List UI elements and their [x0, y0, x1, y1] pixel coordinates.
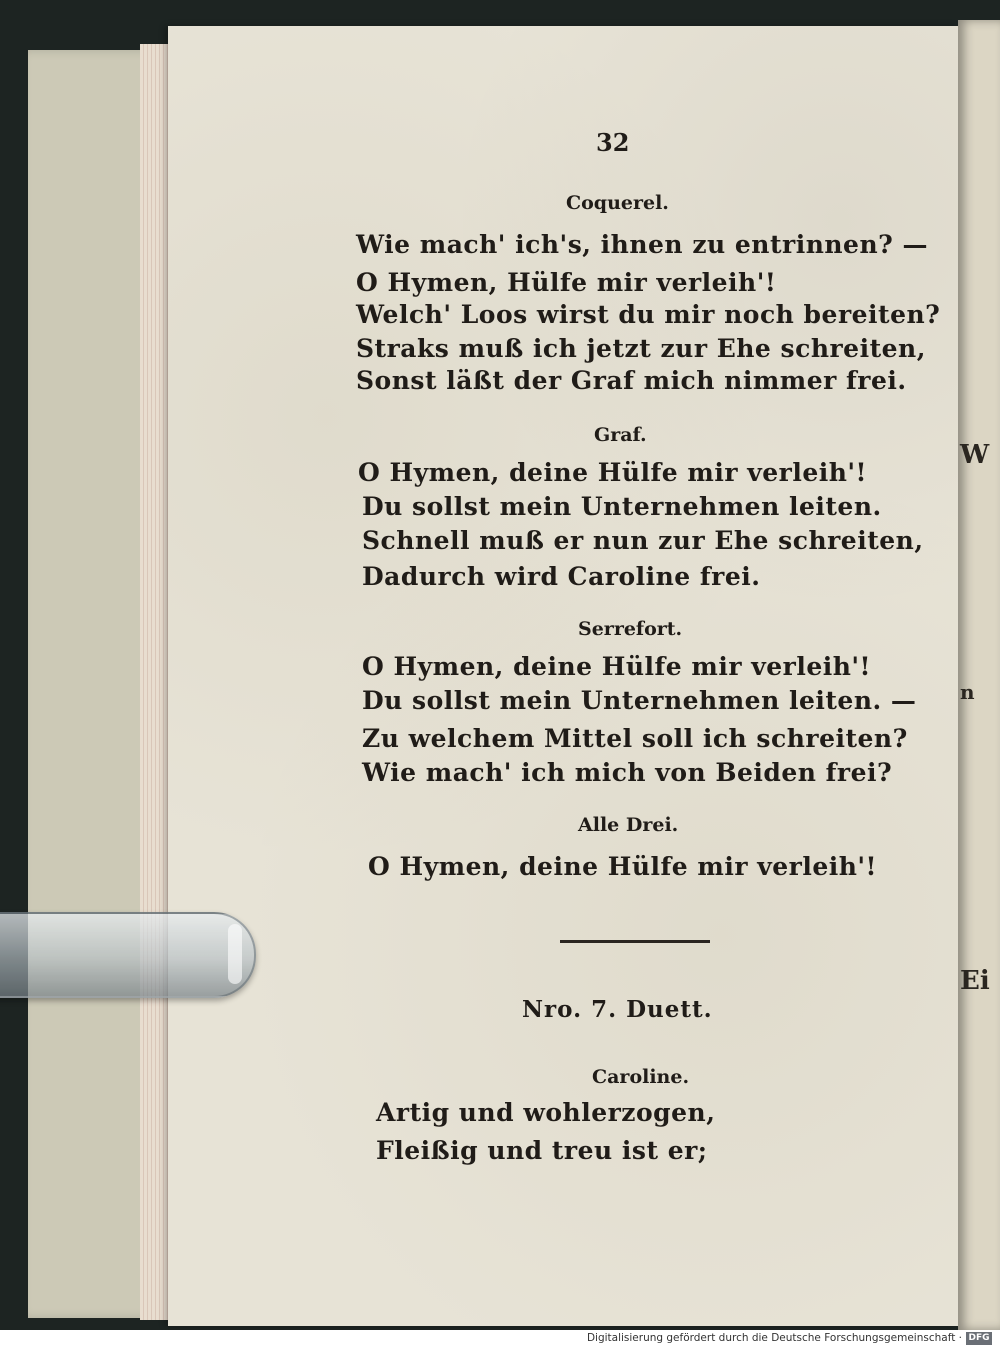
section-divider: [560, 940, 710, 943]
edge-glyph: W: [960, 440, 990, 470]
verse-line: Sonst läßt der Graf mich nimmer frei.: [356, 366, 907, 395]
speaker-label: Serrefort.: [578, 618, 683, 640]
verse-line: Fleißig und treu ist er;: [376, 1136, 708, 1165]
verse-line: Straks muß ich jetzt zur Ehe schreiten,: [356, 334, 926, 363]
speaker-label: Alle Drei.: [578, 814, 679, 836]
right-page-edge: [958, 20, 1000, 1330]
verse-line: Dadurch wird Caroline frei.: [362, 562, 761, 591]
glass-page-weight: [0, 912, 256, 998]
verse-line: Du sollst mein Unternehmen leiten.: [362, 492, 882, 521]
footer-credit: Digitalisierung gefördert durch die Deutsche Forschungsgemeinschaft ·: [586, 1332, 962, 1344]
verse-line: Wie mach' ich's, ihnen zu entrinnen? —: [356, 230, 928, 259]
speaker-label: Caroline.: [592, 1066, 690, 1088]
verse-line: O Hymen, deine Hülfe mir verleih'!: [362, 652, 872, 681]
verse-line: Wie mach' ich mich von Beiden frei?: [362, 758, 893, 787]
dfg-logo: DFG: [966, 1332, 992, 1345]
edge-glyph: n: [960, 680, 975, 704]
verse-line: O Hymen, deine Hülfe mir verleih'!: [368, 852, 878, 881]
speaker-label: Coquerel.: [566, 192, 669, 214]
verse-line: Welch' Loos wirst du mir noch bereiten?: [356, 300, 941, 329]
verse-line: Zu welchem Mittel soll ich schreiten?: [362, 724, 908, 753]
verse-line: Du sollst mein Unternehmen leiten. —: [362, 686, 917, 715]
verse-line: O Hymen, deine Hülfe mir verleih'!: [358, 458, 868, 487]
number-heading: Nro. 7. Duett.: [522, 996, 713, 1023]
verse-line: O Hymen, Hülfe mir verleih'!: [356, 268, 777, 297]
page-number: 32: [596, 128, 630, 157]
verse-line: Schnell muß er nun zur Ehe schreiten,: [362, 526, 924, 555]
verse-line: Artig und wohlerzogen,: [376, 1098, 716, 1127]
left-book-cover: [28, 50, 158, 1318]
speaker-label: Graf.: [594, 424, 647, 446]
edge-glyph: Ei: [960, 966, 990, 996]
